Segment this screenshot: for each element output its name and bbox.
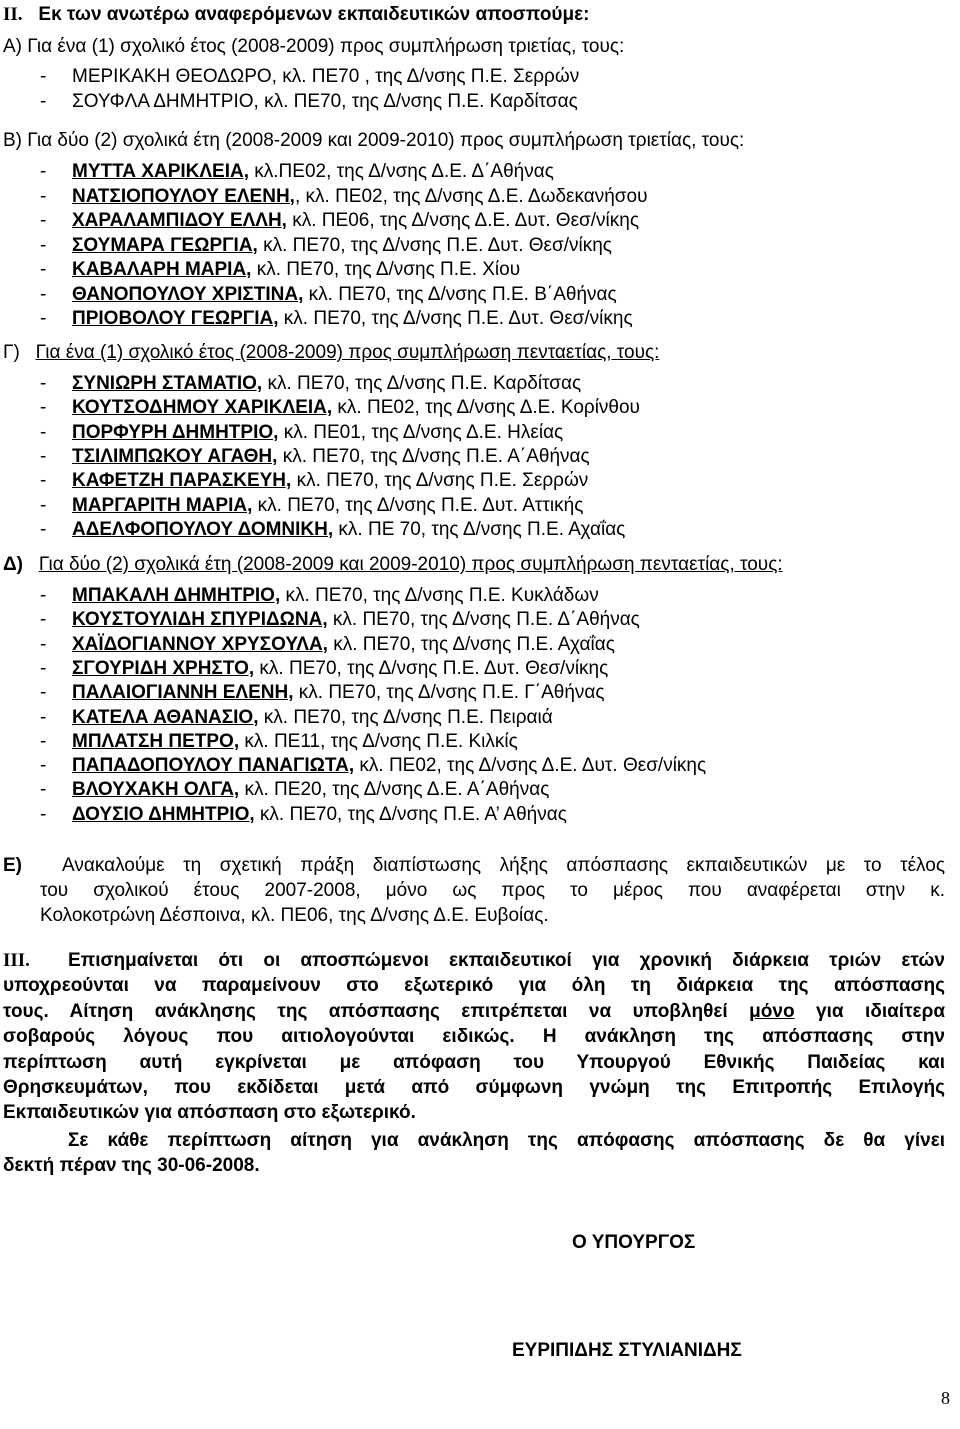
section-iii-line-1: Επισημαίνεται ότι οι αποσπώμενοι εκπαιδευτικοί για χρονική διάρκεια τριών ετών [68,950,945,971]
section-d-title: Για δύο (2) σχολικά έτη (2008-2009 και 2009-2010) προς συμπλήρωση πενταετίας, τους: [38,554,783,575]
list-item [40,779,549,801]
list-dash: - [40,91,47,112]
teacher-name: ΘΑΝΟΠΟΥΛΟΥ ΧΡΙΣΤΙΝΑ, [72,283,304,305]
section-c-header [3,342,659,364]
list-dash: - [40,518,47,540]
teacher-detail: , κλ. ΠΕ70 , της Δ/νσης Π.Ε. Σερρών [271,66,580,87]
teacher-name: ΣΟΥΜΑΡΑ ΓΕΩΡΓΙΑ, [72,234,258,256]
teacher-name: ΔΟΥΣΙΟ ΔΗΜΗΤΡΙΟ, [72,803,255,825]
list-item [40,186,648,208]
section-c-title: Για ένα (1) σχολικό έτος (2008-2009) προς συμπλήρωση πενταετίας, τους: [35,342,660,363]
list-item [40,585,599,607]
section-iii-line-3-end: για ιδιαίτερα [816,1001,946,1022]
teacher-name: ΑΔΕΛΦΟΠΟΥΛΟΥ ΔΟΜΝΙΚΗ, [72,518,334,540]
teacher-detail: κλ. ΠΕ70, της Δ/νσης Π.Ε. Πειραιά [258,706,553,728]
section-iii-line-2: υποχρεούνται να παραμείνουν στο εξωτερικό για όλη τη διάρκεια της απόσπασης [3,975,945,996]
list-dash: - [40,803,47,825]
teacher-name: ΠΟΡΦΥΡΗ ΔΗΜΗΤΡΙΟ, [72,421,279,443]
section-iii-emphasis: μόνο [749,1001,795,1022]
teacher-name: ΚΑΒΑΛΑΡΗ ΜΑΡΙΑ, [72,259,252,280]
section-number-iii: III. [3,950,30,971]
list-item [40,259,520,281]
signature-title: Ο ΥΠΟΥΡΓΟΣ [572,1232,696,1253]
list-dash: - [40,585,47,606]
page-number: 8 [941,1388,950,1408]
teacher-name: ΤΣΙΛΙΜΠΩΚΟΥ ΑΓΑΘΗ, [72,445,278,467]
teacher-name: ΣΓΟΥΡΙΔΗ ΧΡΗΣΤΟ, [72,657,255,679]
list-dash: - [40,755,47,777]
teacher-detail: κλ. ΠΕ70, της Δ/νσης Π.Ε. Καρδίτσας [262,373,582,394]
list-dash: - [40,682,47,704]
list-item [40,658,608,680]
teacher-detail: κλ. ΠΕ02, της Δ/νσης Δ.Ε. Δυτ. Θεσ/νίκης [354,755,707,777]
list-dash: - [40,308,47,329]
list-dash: - [40,609,47,631]
section-e-line-1: Ανακαλούμε τη σχετική πράξη διαπίστωσης λήξης απόσπασης εκπαιδευτικών με το τέλος [62,855,945,876]
list-item [40,755,706,777]
list-dash: - [40,210,47,231]
list-item [40,609,640,631]
list-item [40,682,605,704]
list-item [40,731,518,753]
teacher-detail: κλ. ΠΕ70, της Δ/νσης Π.Ε. Κυκλάδων [280,585,599,606]
teacher-detail: κλ. ΠΕ70, της Δ/νσης Π.Ε. Δ΄Αθήνας [327,609,640,631]
teacher-name: ΠΡΙΟΒΟΛΟΥ ΓΕΩΡΓΙΑ, [72,308,279,329]
section-b-header: Β) Για δύο (2) σχολικά έτη (2008-2009 και 2009-2010) προς συμπλήρωση τριετίας, τους: [3,130,745,151]
teacher-detail: κλ. ΠΕ70, της Δ/νσης Π.Ε. Β΄Αθήνας [303,283,617,305]
teacher-detail: κλ. ΠΕ02, της Δ/νσης Δ.Ε. Κορίνθου [332,397,640,419]
list-dash: - [40,633,47,655]
list-dash: - [40,373,47,394]
section-d-label: Δ) [3,554,23,575]
signature-name: ΕΥΡΙΠΙΔΗΣ ΣΤΥΛΙΑΝΙΔΗΣ [512,1340,742,1361]
teacher-detail: , κλ. ΠΕ02, της Δ/νσης Δ.Ε. Δωδεκανήσου [294,185,648,207]
section-iii-line-3 [3,1001,945,1023]
section-iii-para2-line-2: δεκτή πέραν της 30-06-2008. [3,1155,260,1176]
section-e-label: Ε) [3,855,22,876]
teacher-name: ΝΑΤΣΙΟΠΟΥΛΟΥ ΕΛΕΝΗ, [72,185,295,207]
teacher-name: ΚΟΥΤΣΟΔΗΜΟΥ ΧΑΡΙΚΛΕΙΑ, [72,397,333,419]
teacher-detail: κλ. ΠΕ70, της Δ/νσης Π.Ε. Σερρών [291,470,589,492]
teacher-name: ΚΟΥΣΤΟΥΛΙΔΗ ΣΠΥΡΙΔΩΝΑ, [72,609,328,631]
teacher-name: ΠΑΠΑΔΟΠΟΥΛΟΥ ΠΑΝΑΓΙΩΤΑ, [72,755,355,777]
teacher-detail: κλ. ΠΕ70, της Δ/νσης Π.Ε. Γ΄Αθήνας [293,682,605,704]
teacher-detail: κλ. ΠΕ70, της Δ/νσης Π.Ε. Χίου [251,259,521,280]
section-heading-ii [3,4,589,26]
list-item [40,470,588,492]
list-item [40,422,563,444]
teacher-detail: κλ. ΠΕ70, της Δ/νσης Π.Ε. Δυτ. Θεσ/νίκης [257,234,612,256]
list-item [40,634,615,656]
teacher-name: ΠΑΛΑΙΟΓΙΑΝΝΗ ΕΛΕΝΗ, [72,682,294,704]
list-dash: - [40,397,47,419]
list-item [40,707,553,729]
section-iii-line-4: σοβαρούς λόγους που αιτιολογούνται ειδικώς. Η ανάκληση της απόσπασης στην [3,1026,945,1047]
teacher-name: ΣΥΝΙΩΡΗ ΣΤΑΜΑΤΙΟ, [72,373,263,394]
list-dash: - [40,706,47,728]
list-dash: - [40,779,47,801]
list-dash: - [40,657,47,679]
list-item [40,161,554,183]
teacher-detail: κλ.ΠΕ02, της Δ/νσης Δ.Ε. Δ΄Αθήνας [249,161,554,182]
list-item [40,495,583,517]
teacher-name: ΧΑΪΔΟΓΙΑΝΝΟΥ ΧΡΥΣΟΥΛΑ, [72,633,328,655]
teacher-name: ΚΑΤΕΛΑ ΑΘΑΝΑΣΙΟ, [72,706,259,728]
list-dash: - [40,730,47,752]
teacher-name: ΜΠΛΑΤΣΗ ΠΕΤΡΟ, [72,730,240,752]
teacher-detail: κλ. ΠΕ70, της Δ/νσης Π.Ε. Α΄Αθήνας [277,445,590,467]
teacher-name: ΚΑΦΕΤΖΗ ΠΑΡΑΣΚΕΥΗ, [72,470,292,492]
teacher-detail: κλ. ΠΕ 70, της Δ/νσης Π.Ε. Αχαΐας [333,518,626,540]
list-dash: - [40,161,47,182]
teacher-detail: κλ. ΠΕ70, της Δ/νσης Π.Ε. Δυτ. Θεσ/νίκης [278,308,633,329]
list-dash: - [40,185,47,207]
teacher-detail: κλ. ΠΕ70, της Δ/νσης Π.Ε. Αχαΐας [327,633,615,655]
list-item [40,804,567,826]
list-dash: - [40,421,47,443]
teacher-detail: κλ. ΠΕ70, της Δ/νσης Π.Ε. Δυτ. Αττικής [252,494,584,516]
list-dash: - [40,445,47,467]
teacher-detail: κλ. ΠΕ11, της Δ/νσης Π.Ε. Κιλκίς [239,730,518,752]
section-heading-text: Εκ των ανωτέρω αναφερόμενων εκπαιδευτικών αποσπούμε: [38,4,590,25]
list-dash: - [40,66,47,87]
section-iii-line-5: περίπτωση αυτή εγκρίνεται με απόφαση του Υπουργού Εθνικής Παιδείας και [3,1052,945,1073]
teacher-name: ΜΕΡΙΚΑΚΗ ΘΕΟΔΩΡΟ [72,66,272,87]
list-item [40,446,590,468]
list-item [40,210,639,232]
section-iii-line-7: Εκπαιδευτικών για απόσπαση στο εξωτερικό. [3,1102,416,1123]
list-dash: - [40,494,47,516]
teacher-name: ΒΛΟΥΧΑΚΗ ΟΛΓΑ, [72,779,240,801]
teacher-detail: κλ. ΠΕ70, της Δ/νσης Π.Ε. Α’ Αθήνας [254,803,567,825]
list-dash: - [40,234,47,256]
teacher-name: ΜΠΑΚΑΛΗ ΔΗΜΗΤΡΙΟ, [72,585,281,606]
list-item [40,91,578,113]
teacher-name: ΧΑΡΑΛΑΜΠΙΔΟΥ ΕΛΛΗ, [72,210,287,231]
teacher-name: ΜΥΤΤΑ ΧΑΡΙΚΛΕΙΑ, [72,161,249,182]
list-item [40,235,612,257]
section-e-line-3: Κολοκοτρώνη Δέσποινα, κλ. ΠΕ06, της Δ/νσης Δ.Ε. Ευβοίας. [40,905,549,926]
list-item [40,66,579,88]
list-dash: - [40,283,47,305]
section-iii-line-6: Θρησκευμάτων, που εκδίδεται μετά από σύμφωνη γνώμη της Επιτροπής Επιλογής [3,1077,945,1098]
list-item [40,373,581,395]
section-iii-para2-line-1: Σε κάθε περίπτωση αίτηση για ανάκληση της απόφασης απόσπασης δε θα γίνει [68,1130,945,1151]
section-e-line-2: του σχολικού έτους 2007-2008, μόνο ως προς το μέρος που αναφέρεται στην κ. [40,880,945,901]
teacher-detail: κλ. ΠΕ70, της Δ/νσης Π.Ε. Καρδίτσας [258,91,578,112]
teacher-detail: κλ. ΠΕ70, της Δ/νσης Π.Ε. Δυτ. Θεσ/νίκης [254,657,609,679]
teacher-name: ΣΟΥΦΛΑ ΔΗΜΗΤΡΙΟ, [72,91,259,112]
teacher-detail: κλ. ΠΕ20, της Δ/νσης Δ.Ε. Α΄Αθήνας [239,779,550,801]
teacher-name: ΜΑΡΓΑΡΙΤΗ ΜΑΡΙΑ, [72,494,253,516]
list-item [40,519,625,541]
section-iii-line-3-start: τους. Αίτηση ανάκλησης της απόσπασης επιτρέπεται να υποβληθεί [3,1001,728,1022]
section-number: II. [3,4,23,25]
list-item [40,284,617,306]
list-dash: - [40,470,47,492]
teacher-detail: κλ. ΠΕ06, της Δ/νσης Δ.Ε. Δυτ. Θεσ/νίκης [286,210,639,231]
list-item [40,308,633,330]
teacher-detail: κλ. ΠΕ01, της Δ/νσης Δ.Ε. Ηλείας [278,421,564,443]
section-d-header [3,554,783,576]
list-item [40,397,640,419]
list-dash: - [40,259,47,280]
section-c-label: Γ) [3,342,20,363]
section-a-header: Α) Για ένα (1) σχολικό έτος (2008-2009) προς συμπλήρωση τριετίας, τους: [3,36,625,57]
